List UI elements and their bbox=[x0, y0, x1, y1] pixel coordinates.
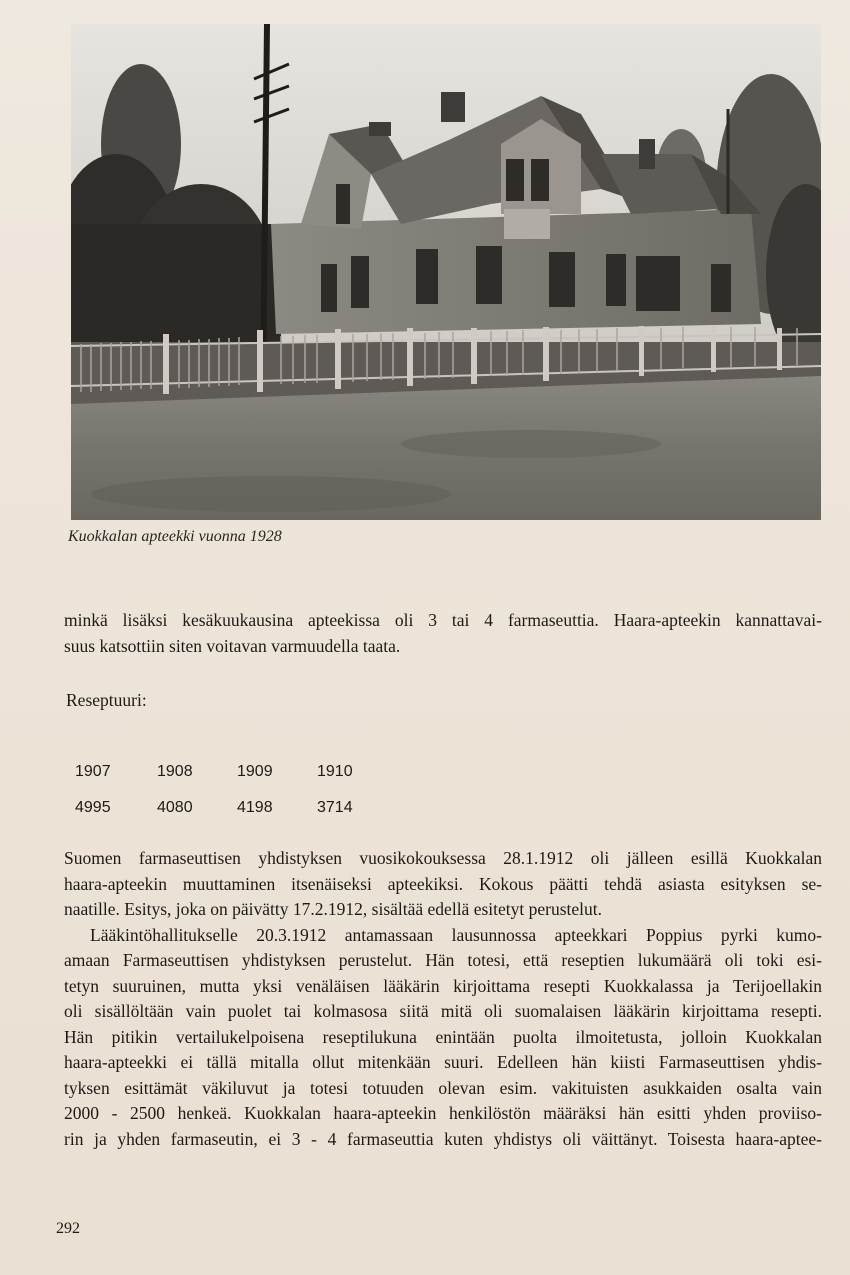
text-line: haara-apteekin muuttaminen itsenäiseksi apteekiksi. Kokous päätti tehdä asiasta esityksen se- bbox=[64, 873, 822, 894]
text-line: tyksen esittämät väkiluvut ja totesi totuuden olevan esim. vakituisten asukkaiden osalta vain bbox=[64, 1077, 822, 1098]
count-cell: 3714 bbox=[317, 799, 353, 816]
count-cell: 4080 bbox=[157, 799, 193, 816]
counts-row bbox=[75, 790, 399, 826]
paragraph-body bbox=[64, 846, 822, 1152]
text-line: Hän pitikin vertailukelpoisena reseptilukuna enintään puolta ilmoitetusta, jolloin Kuokkalan bbox=[64, 1026, 822, 1047]
text-line: suus katsottiin siten voitavan varmuudella taata. bbox=[64, 635, 401, 656]
text-line: haara-apteekki ei tällä mitalla ollut mitenkään suuri. Edelleen hän kiisti Farmaseuttisen yhdis- bbox=[64, 1052, 822, 1072]
text-line: oli sisällöltään vain puolet tai kolmasosa siitä mitä oli suomalaisen lääkärin kirjoittama resepti. bbox=[64, 1001, 822, 1021]
historical-photo-pharmacy-building bbox=[71, 24, 821, 520]
year-cell: 1910 bbox=[317, 763, 353, 780]
text-line: Lääkintöhallitukselle 20.3.1912 antamassaan lausunnossa apteekkari Poppius pyrki kumo- bbox=[90, 924, 822, 945]
paragraph-intro bbox=[64, 608, 822, 659]
year-cell: 1907 bbox=[75, 763, 111, 780]
text-line: 2000 - 2500 henkeä. Kuokkalan haara-apteekin henkilöstön määräksi hän esitti yhden proviiso- bbox=[64, 1103, 822, 1123]
year-cell: 1908 bbox=[157, 763, 193, 780]
text-line: amaan Farmaseuttisen yhdistyksen perustelut. Hän totesi, että reseptien lukumäärä oli toki esi- bbox=[64, 950, 822, 970]
prescriptions-table bbox=[75, 754, 399, 826]
years-row bbox=[75, 754, 399, 790]
photo-illustration bbox=[71, 24, 821, 520]
year-cell: 1909 bbox=[237, 763, 273, 780]
count-cell: 4995 bbox=[75, 799, 111, 816]
count-cell: 4198 bbox=[237, 799, 273, 816]
text-line: naatille. Esitys, joka on päivätty 17.2.1912, sisältää edellä esitetyt perustelut. bbox=[64, 899, 602, 919]
text-line: tetyn suuruinen, mutta yksi venäläisen lääkärin kirjoittama resepti Kuokkalassa ja Terijoellakin bbox=[64, 975, 822, 996]
text-line: minkä lisäksi kesäkuukausina apteekissa oli 3 tai 4 farmaseuttia. Haara-apteekin kannattavai- bbox=[64, 610, 822, 630]
prescriptions-label: Reseptuuri: bbox=[66, 690, 147, 710]
text-line: Suomen farmaseuttisen yhdistyksen vuosikokouksessa 28.1.1912 oli jälleen esillä Kuokkalan bbox=[64, 848, 822, 868]
page-number: 292 bbox=[56, 1220, 80, 1237]
photo-caption: Kuokkalan apteekki vuonna 1928 bbox=[68, 528, 282, 545]
text-line: rin ja yhden farmaseutin, ei 3 - 4 farmaseuttia kuten yhdistys oli väittänyt. Toisesta haara-aptee- bbox=[64, 1128, 822, 1149]
